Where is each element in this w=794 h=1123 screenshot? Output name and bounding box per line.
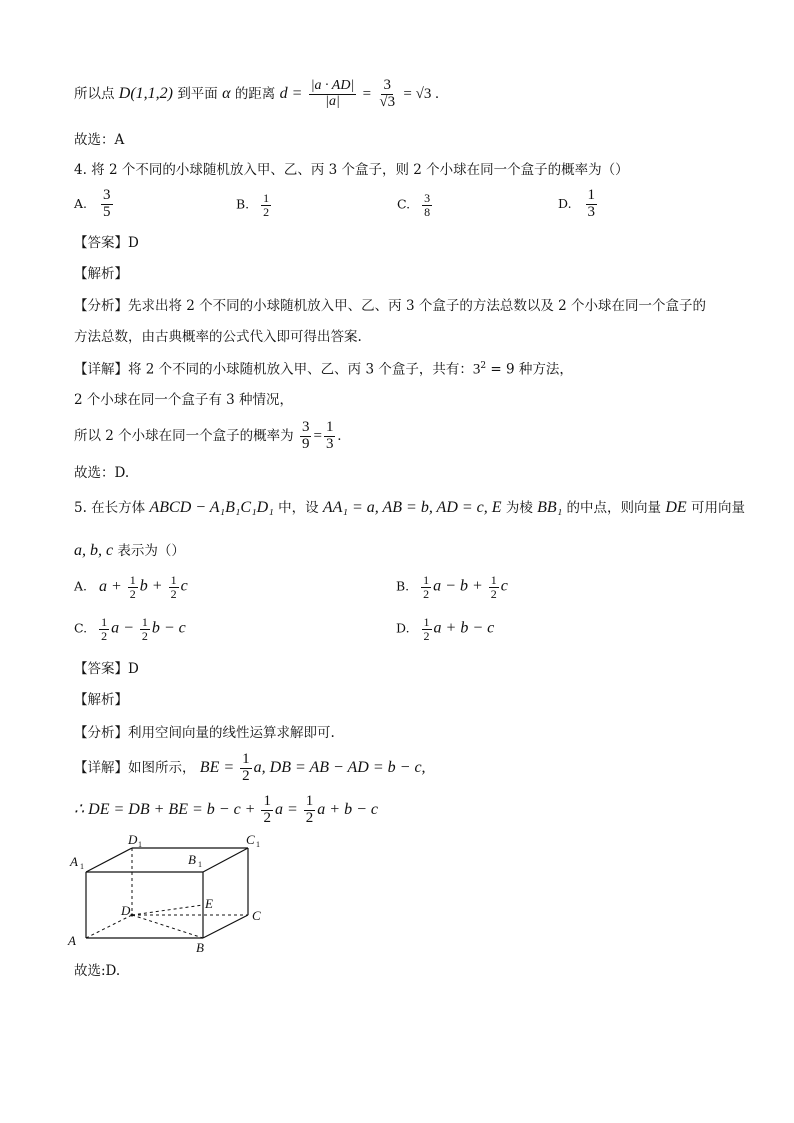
q4-option-c — [397, 192, 434, 218]
option-expr: a − b + — [433, 577, 483, 595]
de-expr: a = — [274, 800, 302, 818]
q4-fenxi-line2: 方法总数，由古典概率的公式代入即可得出答案. — [74, 329, 362, 345]
vector-defs: AA₁ = a, AB = b, AD = c, E — [322, 499, 502, 516]
vector-de: DE — [665, 499, 687, 516]
half-fraction: $\frac{1}{2}$ — [170, 573, 177, 601]
q5-detail-line2 — [74, 794, 378, 827]
fraction-num: 3 — [103, 187, 111, 203]
q5-option-a — [74, 574, 188, 600]
edge-ad — [86, 915, 132, 938]
q4-answer: 【答案】D — [74, 235, 139, 251]
edge-bc — [203, 915, 248, 938]
q4-detail-line2: 2 个小球在同一个盒子有 3 种情况， — [74, 392, 294, 408]
q5-choice: 故选:D. — [74, 963, 121, 979]
label-d1: D — [128, 832, 138, 847]
label-e: E — [205, 896, 213, 911]
q4-option-d — [558, 188, 599, 221]
label-a1: A — [70, 854, 78, 869]
label-a1-sub: 1 — [80, 862, 84, 871]
stem-text: 5. 在长方体 — [74, 500, 146, 516]
label-d: D — [121, 903, 131, 918]
prob-fraction-2 — [324, 420, 336, 453]
alpha-symbol: α — [222, 84, 231, 102]
half-fraction: $\frac{1}{2}$ — [423, 573, 430, 601]
option-label: A. — [74, 578, 88, 594]
q4-detail-line3 — [74, 420, 341, 453]
q5-analysis-head: 【解析】 — [74, 692, 128, 708]
fraction-num: 1 — [263, 191, 270, 205]
q4-option-a — [74, 188, 115, 221]
q5-option-b — [396, 574, 508, 600]
q5-detail-line1 — [74, 752, 426, 785]
cuboid-name: ABCD − A₁B₁C₁D₁ — [149, 499, 274, 516]
q4-option-b — [236, 192, 273, 218]
power-base: 3 — [472, 361, 481, 378]
half-fraction: $\frac{1}{2}$ — [263, 793, 271, 826]
q4-analysis-head: 【解析】 — [74, 266, 128, 282]
label-b1: B — [188, 852, 196, 867]
prob-fraction-1 — [300, 420, 312, 453]
label-c1: C — [246, 832, 255, 847]
cuboid-figure — [66, 832, 266, 957]
point-d: D(1,1,2) — [118, 84, 174, 102]
q3-choice: 故选：A — [74, 132, 125, 148]
q5-answer: 【答案】D — [74, 661, 139, 677]
half-fraction: $\frac{1}{2}$ — [101, 615, 108, 643]
option-fraction — [261, 192, 271, 218]
label-a: A — [68, 933, 76, 948]
fraction-den: 9 — [301, 435, 310, 452]
option-expr: a + b − c — [433, 619, 495, 637]
option-expr: a + — [99, 577, 122, 595]
segment-de — [132, 905, 203, 915]
de-expr: a + b − c — [317, 800, 378, 818]
half-fraction: $\frac{1}{2}$ — [490, 573, 497, 601]
top-result: = √3 . — [403, 85, 439, 102]
detail-text: 【详解】将 2 个不同的小球随机放入甲、乙、丙 3 个盒子，共有： — [74, 361, 473, 378]
option-fraction — [422, 192, 432, 218]
q4-fenxi-line1: 【分析】先求出将 2 个不同的小球随机放入甲、乙、丙 3 个盒子的方法总数以及 2 个小球在同一个盒子的 — [74, 298, 707, 314]
q4-stem: 4. 将 2 个不同的小球随机放入甲、乙、丙 3 个盒子，则 2 个小球在同一个盒子的概率为（） — [74, 162, 629, 178]
fraction-num: 1 — [325, 419, 334, 435]
stem-text: 为棱 — [505, 500, 533, 516]
edge-a1d1 — [86, 848, 132, 872]
fraction-num: 3 — [424, 191, 431, 205]
option-label: B. — [396, 578, 410, 594]
period: . — [337, 427, 342, 444]
fraction-num: 3 — [301, 419, 310, 435]
q5-stem-line2 — [74, 543, 185, 559]
option-label: D. — [396, 620, 410, 636]
dist-text: 的距离 — [234, 85, 276, 102]
option-fraction — [101, 188, 113, 221]
option-expr: b − c — [151, 619, 186, 637]
q4-detail-line1 — [74, 362, 573, 378]
option-label: C. — [397, 196, 411, 212]
d-eq: d = — [279, 84, 303, 102]
half-fraction: $\frac{1}{2}$ — [423, 615, 430, 643]
value-fraction-num: 3 — [383, 77, 391, 93]
segment-db — [132, 915, 203, 938]
label-b: B — [196, 940, 204, 955]
top-prefix: 所以点 — [74, 85, 115, 102]
option-label: A. — [74, 195, 88, 211]
fraction-den: 3 — [587, 203, 596, 220]
top-mid: 到平面 — [177, 85, 218, 102]
detail-text: 所以 2 个小球在同一个盒子的概率为 — [74, 427, 294, 444]
label-c: C — [252, 908, 261, 923]
value-fraction-den: √3 — [379, 93, 396, 110]
option-expr: b + — [139, 577, 163, 595]
half-fraction: $\frac{1}{2}$ — [305, 793, 314, 826]
half-fraction: $\frac{1}{2}$ — [242, 751, 250, 784]
option-expr: c — [500, 577, 508, 595]
label-b1-sub: 1 — [198, 860, 202, 869]
q5-stem-line1 — [74, 500, 745, 516]
option-fraction — [586, 188, 598, 221]
stem-text: 表示为（） — [117, 543, 185, 559]
eq-sign: = — [313, 427, 322, 444]
option-label: B. — [236, 196, 250, 212]
value-fraction — [377, 78, 397, 111]
q5-fenxi: 【分析】利用空间向量的线性运算求解即可. — [74, 725, 335, 741]
option-label: D. — [558, 195, 572, 211]
stem-text: 中，设 — [278, 500, 319, 516]
fraction-den: 5 — [103, 203, 111, 220]
label-c1-sub: 1 — [256, 840, 260, 849]
detail-expr: a, DB = AB − AD = b − c, — [253, 758, 426, 776]
fraction-den: 2 — [263, 204, 270, 219]
eq-sign: = — [362, 85, 372, 102]
edge-b1c1 — [203, 848, 248, 872]
option-expr: a − — [111, 619, 134, 637]
half-fraction: $\frac{1}{2}$ — [141, 615, 148, 643]
fraction-num: 1 — [587, 187, 596, 203]
detail-head: 【详解】如图所示， — [74, 759, 196, 776]
distance-conclusion-line — [74, 78, 439, 111]
stem-text: 的中点，则向量 — [566, 500, 662, 516]
power-exp: 2 — [480, 361, 487, 371]
edge-bb1: BB₁ — [537, 499, 563, 516]
stem-text: 可用向量 — [690, 500, 745, 516]
detail-text-end: = 9 种方法， — [486, 361, 573, 378]
q4-choice: 故选：D. — [74, 465, 130, 481]
de-expr: ∴ DE = DB + BE = b − c + — [74, 800, 260, 818]
distance-fraction-den: |a| — [325, 93, 340, 109]
vectors-abc: a, b, c — [74, 542, 114, 559]
distance-fraction-num: |a · AD| — [310, 78, 355, 94]
half-fraction: $\frac{1}{2}$ — [129, 573, 136, 601]
fraction-den: 3 — [325, 435, 334, 452]
option-label: C. — [74, 620, 88, 636]
option-expr: c — [180, 577, 188, 595]
distance-fraction — [309, 79, 357, 109]
label-d1-sub: 1 — [138, 840, 142, 849]
q5-option-d — [396, 616, 494, 642]
q5-option-c — [74, 616, 186, 642]
fraction-den: 8 — [424, 204, 431, 219]
be-eq: BE = — [199, 758, 239, 776]
point-d-dot — [131, 914, 134, 917]
